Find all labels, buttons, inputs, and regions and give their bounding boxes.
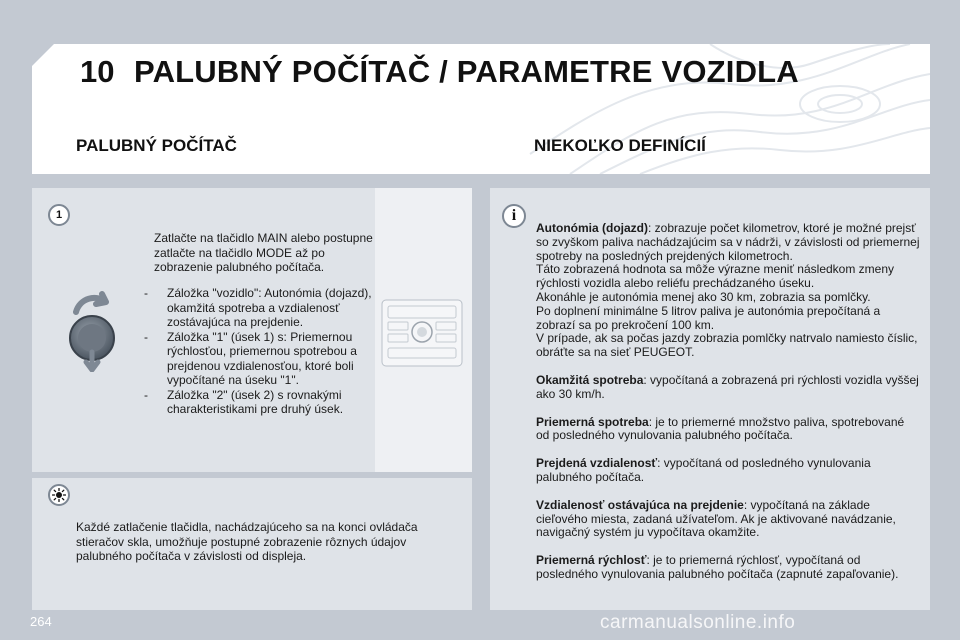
definition-text: : vypočítaná od posledného vynulovania palubného počítača.	[536, 456, 871, 484]
definition-distance-remaining	[536, 499, 920, 540]
definition-term: Priemerná rýchlosť	[536, 553, 647, 568]
definitions-list	[536, 222, 920, 596]
definition-text: Akonáhle je autonómia menej ako 30 km, zobrazia sa pomlčky.	[536, 289, 871, 304]
lightbulb-tip-icon	[48, 484, 70, 506]
definition-text: Táto zobrazená hodnota sa môže výrazne meniť následkom zmeny rýchlosti vozidla alebo reliéfu prechádzaného úseku.	[536, 262, 895, 291]
definition-text: : zobrazuje počet kilometrov, ktoré je možné prejsť so zvyškom paliva nachádzajúcim sa v nádrži, v závislosti od priemernej spotreby na posledných prejdených kilometroch.	[536, 221, 920, 263]
tip-text: Každé zatlačenie tlačidla, nachádzajúceho sa na konci ovládača stieračov skla, umožňuje postupné zobrazenie rôznych údajov palubného počítača v závislosti od displeja.	[76, 520, 418, 563]
definition-average-speed	[536, 554, 920, 582]
info-icon: i	[502, 204, 526, 228]
definition-instant-consumption	[536, 374, 920, 402]
page-number: 264	[30, 614, 52, 629]
tab-list	[142, 286, 374, 417]
definition-text: : vypočítaná a zobrazená pri rýchlosti vozidla vyššej ako 30 km/h.	[536, 372, 919, 401]
definition-term: Autonómia (dojazd)	[536, 221, 648, 235]
list-item: - Záložka "1" (úsek 1) s: Priemernou rýchlosťou, priemernou spotrebou a prejdenou vzdialenosťou, ktoré boli vypočítané na úseku "1".	[142, 330, 374, 388]
list-item: - Záložka "2" (úsek 2) s rovnakými charakteristikami pre druhý úsek.	[142, 388, 374, 417]
definition-term: Priemerná spotreba	[536, 414, 649, 429]
definition-term: Okamžitá spotreba	[536, 372, 644, 387]
definition-text: : je to priemerná rýchlosť, vypočítaná od posledného vynulovania palubného počítača (zapnuté zapaľovanie).	[536, 553, 899, 581]
definition-term: Prejdená vzdialenosť	[536, 456, 658, 471]
section-title-definitions: NIEKOĽKO DEFINÍCIÍ	[534, 136, 706, 155]
definition-average-consumption	[536, 416, 920, 444]
list-item: - Záložka "vozidlo": Autonómia (dojazd), okamžitá spotreba a vzdialenosť zostávajúca na prejdenie.	[142, 286, 374, 330]
definition-text: V prípade, ak sa počas jazdy zobrazia pomlčky natrvalo namiesto číslic, obráťte sa na sieť PEUGEOT.	[536, 331, 918, 360]
definition-distance-travelled	[536, 457, 920, 485]
definition-term: Vzdialenosť ostávajúca na prejdenie	[536, 497, 744, 512]
page-title: PALUBNÝ POČÍTAČ / PARAMETRE VOZIDLA	[134, 54, 799, 89]
watermark: carmanualsonline.info	[600, 612, 796, 633]
rotary-knob-icon	[62, 290, 124, 372]
definition-text: Po doplnení minimálne 5 litrov paliva je autonómia prepočítaná a zobrazí sa po prekročení 100 km.	[536, 303, 881, 332]
definition-text: : vypočítaná na základe cieľového miesta, zadaná užívateľom. Ak je aktivované navádzanie, navigačný systém ju vypočítava okamžite.	[536, 497, 896, 540]
definition-text: : je to priemerné množstvo paliva, spotrebované od posledného vynulovania palubného počítača.	[536, 414, 905, 443]
radio-unit-illustration	[380, 298, 464, 368]
definition-autonomy	[536, 222, 920, 360]
step-number-badge: 1	[48, 204, 70, 226]
intro-text: Zatlačte na tlačidlo MAIN alebo postupne zatlačte na tlačidlo MODE až po zobrazenie palubného počítača.	[154, 231, 373, 274]
section-title-onboard-computer: PALUBNÝ POČÍTAČ	[76, 136, 237, 155]
chapter-number: 10	[80, 54, 115, 89]
